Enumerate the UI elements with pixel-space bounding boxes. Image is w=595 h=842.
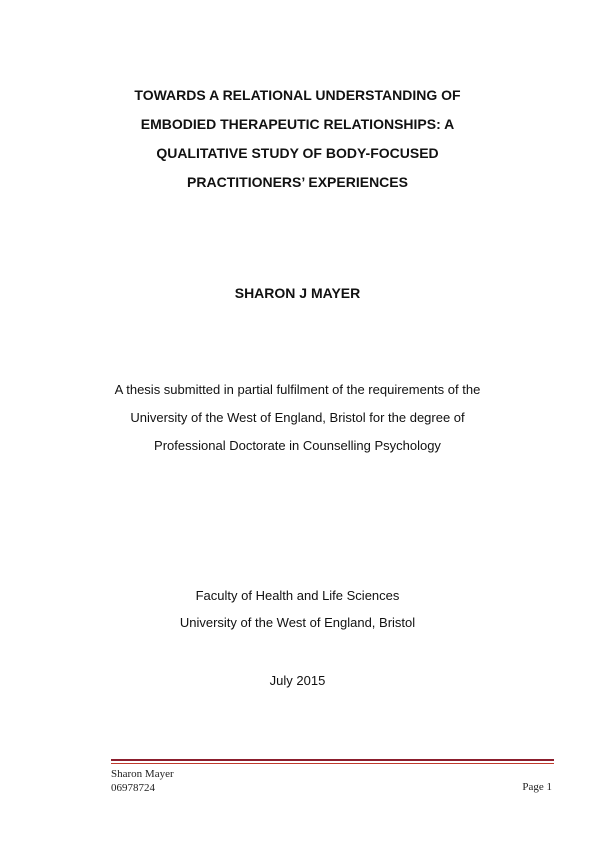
statement-line-3: Professional Doctorate in Counselling Psychology	[154, 438, 441, 453]
footer-name: Sharon Mayer	[111, 768, 174, 780]
affiliation	[60, 582, 535, 636]
author-name: SHARON J MAYER	[234, 285, 361, 301]
title-line-1: TOWARDS A RELATIONAL UNDERSTANDING OF	[134, 87, 461, 103]
page-number: Page 1	[522, 781, 552, 793]
degree-statement	[60, 376, 535, 460]
footer-rule-dark	[111, 759, 554, 761]
footer-student-id: 06978724	[111, 782, 155, 794]
thesis-title	[90, 81, 505, 197]
faculty-name: Faculty of Health and Life Sciences	[195, 588, 400, 603]
title-line-2: EMBODIED THERAPEUTIC RELATIONSHIPS: A	[140, 116, 455, 132]
title-line-4: PRACTITIONERS’ EXPERIENCES	[187, 174, 408, 190]
statement-line-2: University of the West of England, Bristol for the degree of	[130, 410, 465, 425]
university-name: University of the West of England, Bristol	[179, 615, 416, 630]
footer-author-block	[111, 767, 174, 795]
title-line-3: QUALITATIVE STUDY OF BODY-FOCUSED	[156, 145, 439, 161]
footer-rule-light	[111, 763, 554, 764]
statement-line-1: A thesis submitted in partial fulfilment of the requirements of the	[114, 382, 481, 397]
submission-date: July 2015	[269, 673, 326, 688]
